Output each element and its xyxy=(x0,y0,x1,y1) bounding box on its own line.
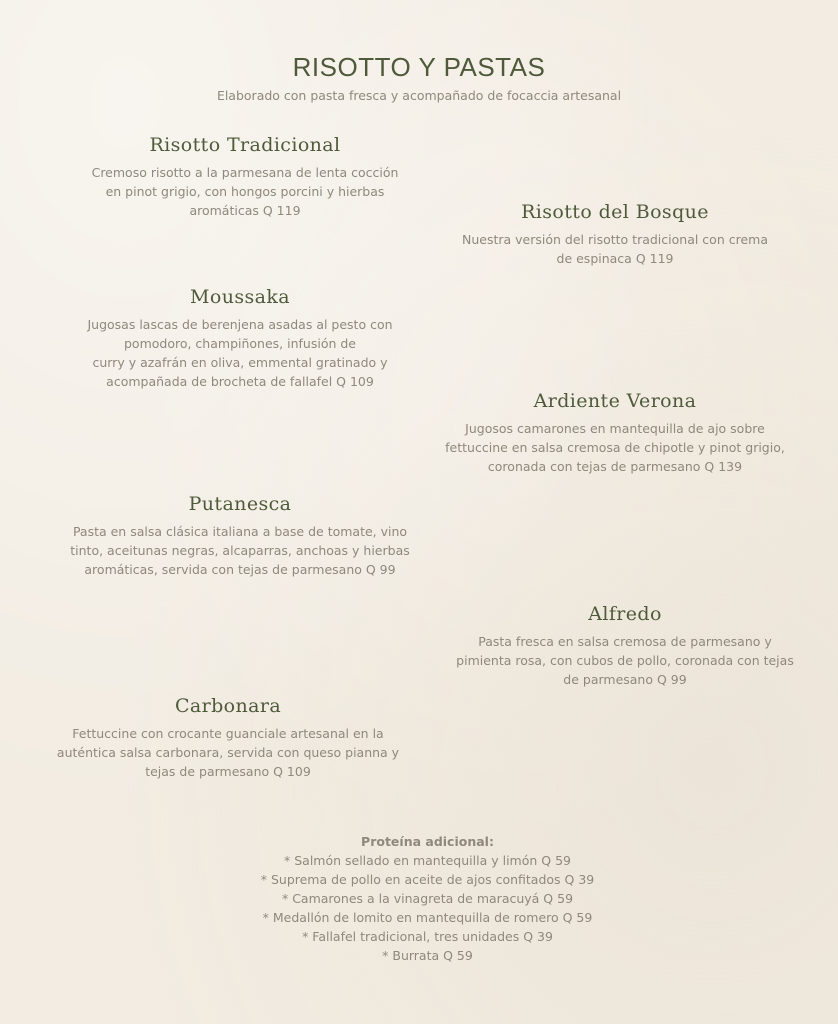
page-subtitle: Elaborado con pasta fresca y acompañado de focaccia artesanal xyxy=(216,88,622,103)
list-item: * Burrata Q 59 xyxy=(382,948,473,963)
dish-putanesca xyxy=(30,492,450,579)
dish-name: Risotto del Bosque xyxy=(521,201,709,223)
dish-alfredo xyxy=(410,602,838,689)
dish-name: Alfredo xyxy=(588,603,662,625)
additional-protein-section xyxy=(0,832,838,965)
dish-name: Ardiente Verona xyxy=(533,390,697,412)
dish-moussaka xyxy=(35,285,445,391)
list-item: * Camarones a la vinagreta de maracuyá Q 59 xyxy=(281,891,574,906)
dish-name: Risotto Tradicional xyxy=(149,134,341,156)
dish-description: Fettuccine con crocante guanciale artesanal en la auténtica salsa carbonara, servida con queso pianna y tejas de parmesano Q 109 xyxy=(56,726,400,779)
dish-description: Nuestra versión del risotto tradicional con crema de espinaca Q 119 xyxy=(462,232,768,266)
page-title: RISOTTO Y PASTAS xyxy=(292,52,546,82)
dish-description: Pasta fresca en salsa cremosa de parmesano y pimienta rosa, con cubos de pollo, coronada con tejas de parmesano Q 99 xyxy=(456,634,794,687)
dish-description: Pasta en salsa clásica italiana a base de tomate, vino tinto, aceitunas negras, alcaparras, anchoas y hierbas aromáticas, servida con tejas de parmesano Q 99 xyxy=(70,524,410,577)
dish-description: Jugosas lascas de berenjena asadas al pesto con pomodoro, champiñones, infusión de curry y azafrán en oliva, emmental gratinado y acompañada de brocheta de fallafel Q 109 xyxy=(87,317,393,389)
dish-ardiente-verona xyxy=(400,389,830,476)
dish-name: Carbonara xyxy=(174,695,282,717)
dish-name: Moussaka xyxy=(190,286,290,308)
dish-name: Putanesca xyxy=(188,493,292,515)
dish-carbonara xyxy=(18,694,438,781)
dish-risotto-tradicional xyxy=(40,133,450,220)
dish-description: Cremoso risotto a la parmesana de lenta cocción en pinot grigio, con hongos porcini y hierbas aromáticas Q 119 xyxy=(91,165,399,218)
list-item: * Suprema de pollo en aceite de ajos confitados Q 39 xyxy=(260,872,595,887)
additional-protein-list xyxy=(0,851,838,965)
list-item: * Medallón de lomito en mantequilla de romero Q 59 xyxy=(262,910,593,925)
additional-protein-title: Proteína adicional: xyxy=(361,834,494,849)
dish-risotto-del-bosque xyxy=(410,200,820,268)
dish-description: Jugosos camarones en mantequilla de ajo sobre fettuccine en salsa cremosa de chipotle y pinot grigio, coronada con tejas de parmesano Q 139 xyxy=(445,421,785,474)
list-item: * Fallafel tradicional, tres unidades Q 39 xyxy=(302,929,553,944)
list-item: * Salmón sellado en mantequilla y limón Q 59 xyxy=(284,853,571,868)
